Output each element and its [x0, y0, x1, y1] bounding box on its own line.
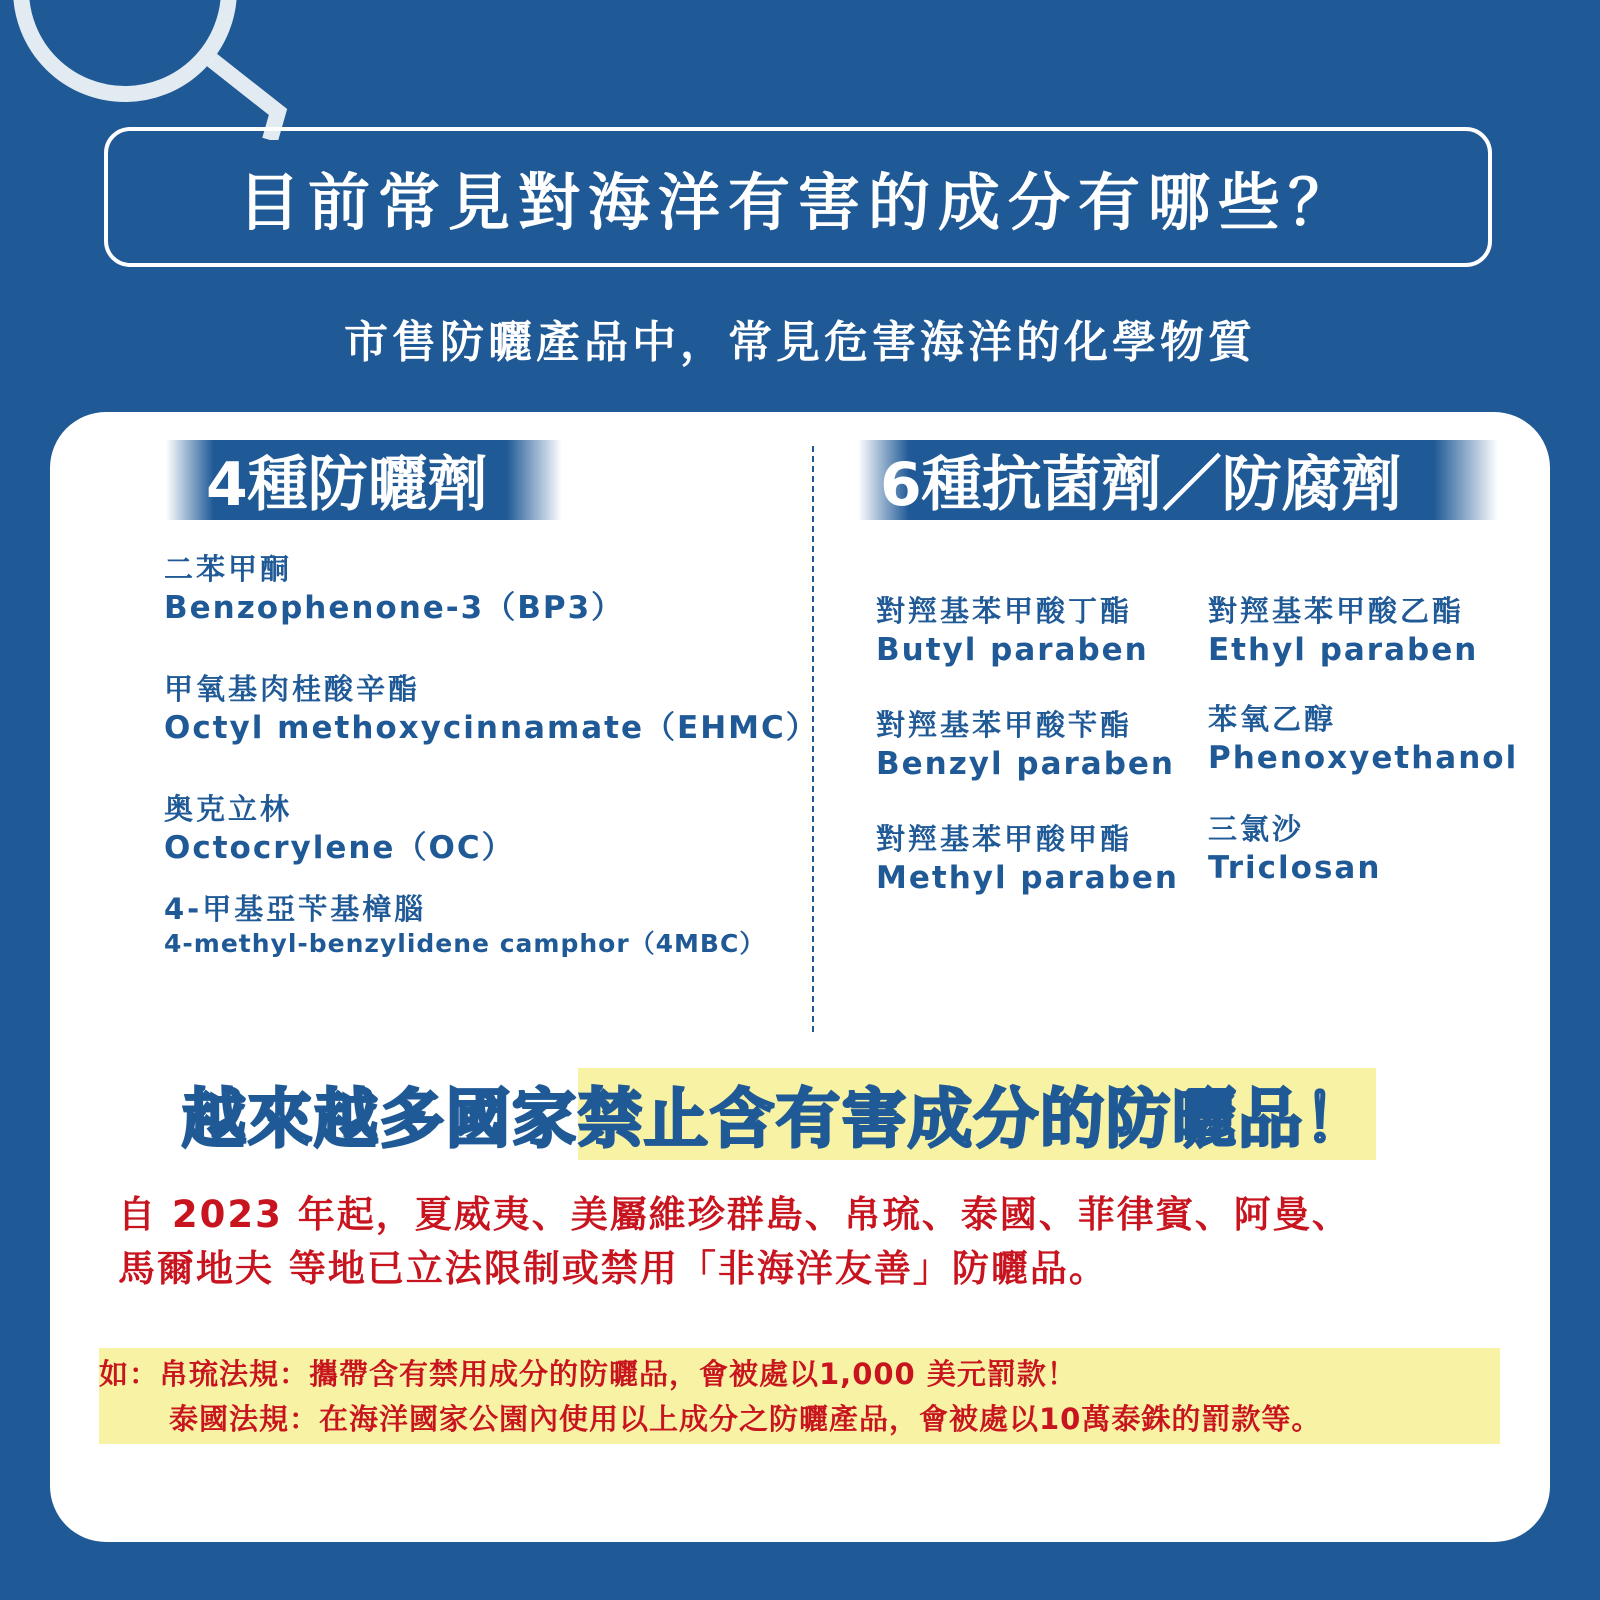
regulation-text: [118, 1188, 1518, 1296]
sunscreen-en-name: Octocrylene（OC）: [164, 830, 515, 866]
preservative-en-name: Triclosan: [1208, 850, 1382, 886]
sunscreen-item: [164, 890, 765, 960]
preservative-zh-name: 對羥基苯甲酸丁酯: [876, 594, 1133, 628]
page-subtitle: 市售防曬產品中，常見危害海洋的化學物質: [344, 317, 1256, 368]
regulation-line-2: 馬爾地夫 等地已立法限制或禁用「非海洋友善」防曬品。: [118, 1247, 1108, 1290]
preservative-zh-name: 對羥基苯甲酸乙酯: [1208, 594, 1465, 628]
preservative-item: [876, 592, 1149, 670]
examples-note: [99, 1348, 1500, 1444]
preservative-item: [1208, 592, 1478, 670]
sunscreen-zh-name: 奥克立林: [164, 792, 293, 826]
sunscreen-zh-name: 4-甲基亞苄基樟腦: [164, 892, 427, 926]
sunscreen-en-name: Octyl methoxycinnamate（EHMC）: [164, 710, 819, 746]
page-title: 目前常見對海洋有害的成分有哪些？: [237, 165, 1358, 239]
banner-text-plain: 越來越多國家: [182, 1083, 578, 1157]
preservative-en-name: Benzyl paraben: [876, 746, 1175, 782]
preservative-en-name: Methyl paraben: [876, 860, 1179, 896]
magnifier-icon: [0, 0, 300, 140]
preservative-item: [1208, 700, 1518, 778]
sunscreen-en-name: 4-methyl-benzylidene camphor（4MBC）: [164, 929, 766, 958]
preservative-zh-name: 三氯沙: [1208, 812, 1305, 846]
preservative-zh-name: 苯氧乙醇: [1208, 702, 1337, 736]
preservative-zh-name: 對羥基苯甲酸甲酯: [876, 822, 1133, 856]
banner-text-highlight: 禁止含有害成分的防曬品！: [578, 1068, 1376, 1160]
preservative-item: [876, 820, 1179, 898]
title-box: [104, 127, 1492, 267]
preservative-en-name: Ethyl paraben: [1208, 632, 1479, 668]
example-thailand: 泰國法規：在海洋國家公園內使用以上成分之防曬產品，會被處以10萬泰銖的罰款等。: [169, 1402, 1322, 1436]
sunscreen-item: [164, 550, 624, 628]
preservative-item: [876, 706, 1175, 784]
sunscreen-heading: 4種防曬劑: [166, 440, 562, 520]
preservative-en-name: Butyl paraben: [876, 632, 1149, 668]
content-panel: [50, 412, 1550, 1542]
example-palau: 如：帛琉法規：攜帶含有禁用成分的防曬品，會被處以1,000 美元罰款！: [99, 1357, 1077, 1391]
sunscreen-zh-name: 二苯甲酮: [164, 552, 293, 586]
sunscreen-zh-name: 甲氧基肉桂酸辛酯: [164, 672, 421, 706]
sunscreen-item: [164, 790, 515, 868]
regulation-line-1: 自 2023 年起，夏威夷、美屬維珍群島、帛琉、泰國、菲律賓、阿曼、: [118, 1193, 1351, 1236]
preservative-item: [1208, 810, 1381, 888]
ban-banner: [182, 1068, 1376, 1160]
sunscreen-en-name: Benzophenone-3（BP3）: [164, 590, 625, 626]
sunscreen-item: [164, 670, 819, 748]
preservative-en-name: Phenoxyethanol: [1208, 740, 1519, 776]
preservative-heading: 6種抗菌劑／防腐劑: [858, 440, 1498, 520]
preservative-zh-name: 對羥基苯甲酸苄酯: [876, 708, 1133, 742]
